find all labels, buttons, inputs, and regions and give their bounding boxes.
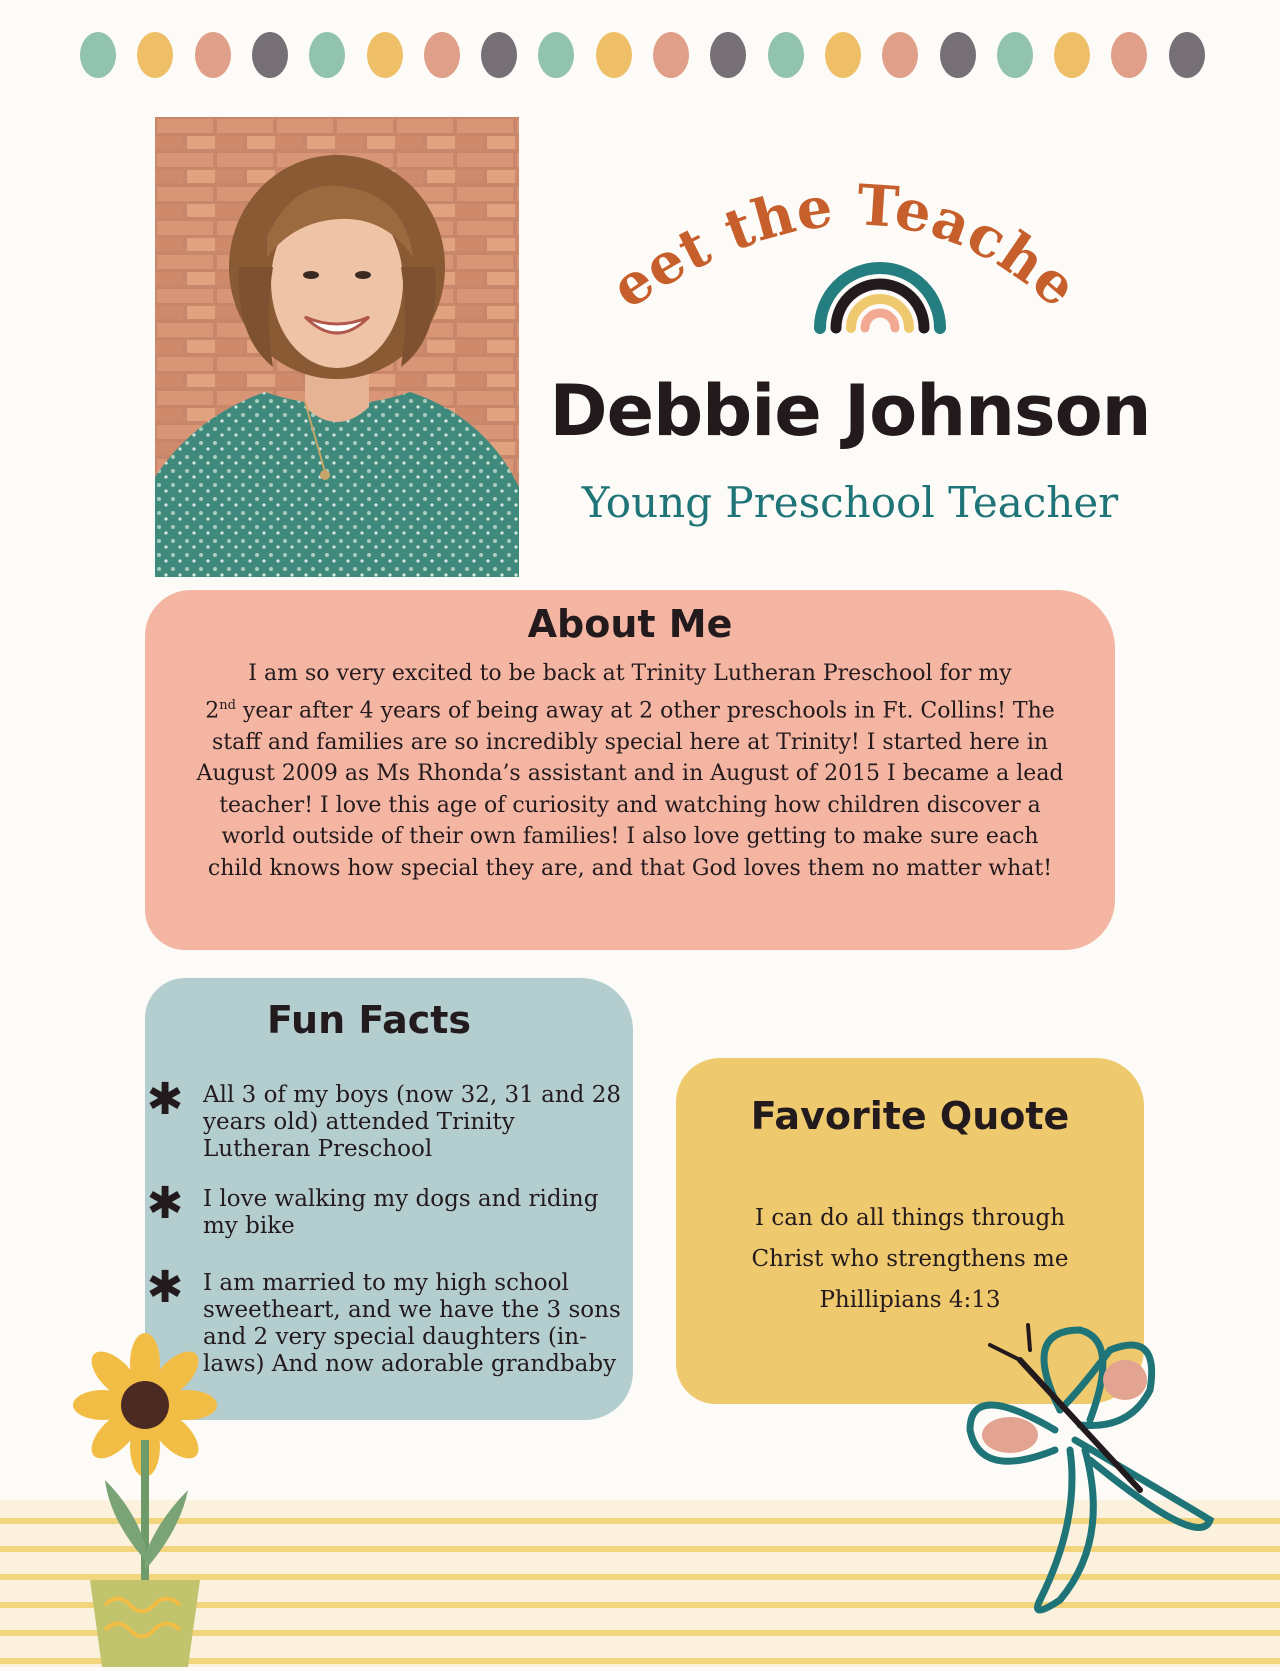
- decorative-dot: [882, 32, 918, 78]
- asterisk-icon: ✱: [146, 1074, 184, 1125]
- decorative-dot: [309, 32, 345, 78]
- decorative-dot: [1054, 32, 1090, 78]
- quote-text: I can do all things through Christ who strengthens me Phillipians 4:13: [696, 1198, 1124, 1321]
- butterfly-icon: [960, 1320, 1260, 1620]
- teacher-name: Debbie Johnson: [549, 370, 1151, 452]
- teacher-role: Young Preschool Teacher: [581, 478, 1119, 527]
- decorative-dot-row: [0, 32, 1280, 80]
- decorative-dot: [940, 32, 976, 78]
- decorative-dot: [195, 32, 231, 78]
- rainbow-icon: [820, 268, 940, 328]
- decorative-dot: [653, 32, 689, 78]
- decorative-dot: [710, 32, 746, 78]
- decorative-dot: [997, 32, 1033, 78]
- decorative-dot: [252, 32, 288, 78]
- sunflower-pot-icon: [70, 1330, 220, 1667]
- decorative-dot: [1111, 32, 1147, 78]
- fun-facts-card: Fun Facts ✱ All 3 of my boys (now 32, 31 and 28 years old) attended Trinity Lutheran Preschool ✱ I love walking my dogs and riding my bike ✱ I am married to my high school sweetheart, and we have the 3 sons and 2 very special daughters (in-laws) And now adorable grandbaby: [145, 978, 633, 1420]
- about-me-text: I am so very excited to be back at Trinity Lutheran Preschool for my 2nd year after 4 years of being away at 2 other preschools in Ft. Collins! The staff and families are so incredibly special here at Trinity! I started here in August 2009 as Ms Rhonda’s assistant and in August of 2015 I became a lead teacher! I love this age of curiosity and watching how children discover a world outside of their own families! I also love getting to make sure each child knows how special they are, and that God loves them no matter what!: [196, 661, 1064, 881]
- decorative-dot: [825, 32, 861, 78]
- quote-citation: Phillipians 4:13: [819, 1287, 1001, 1313]
- decorative-dot: [768, 32, 804, 78]
- fun-facts-heading: Fun Facts: [266, 998, 472, 1042]
- svg-text:Meet the Teacher: eet the Teache: [600, 172, 1091, 322]
- meet-the-teacher-heading: [600, 150, 1140, 390]
- asterisk-icon: ✱: [146, 1262, 184, 1313]
- decorative-dot: [538, 32, 574, 78]
- decorative-dot: [367, 32, 403, 78]
- decorative-dot: [1169, 32, 1205, 78]
- decorative-dot: [596, 32, 632, 78]
- decorative-dot: [80, 32, 116, 78]
- about-me-heading: About Me: [527, 602, 733, 646]
- decorative-dot: [424, 32, 460, 78]
- teacher-photo: [155, 117, 519, 577]
- decorative-dot: [481, 32, 517, 78]
- decorative-dot: [137, 32, 173, 78]
- about-me-card: [145, 590, 1115, 950]
- asterisk-icon: ✱: [146, 1178, 184, 1229]
- favorite-quote-heading: Favorite Quote: [750, 1094, 1070, 1138]
